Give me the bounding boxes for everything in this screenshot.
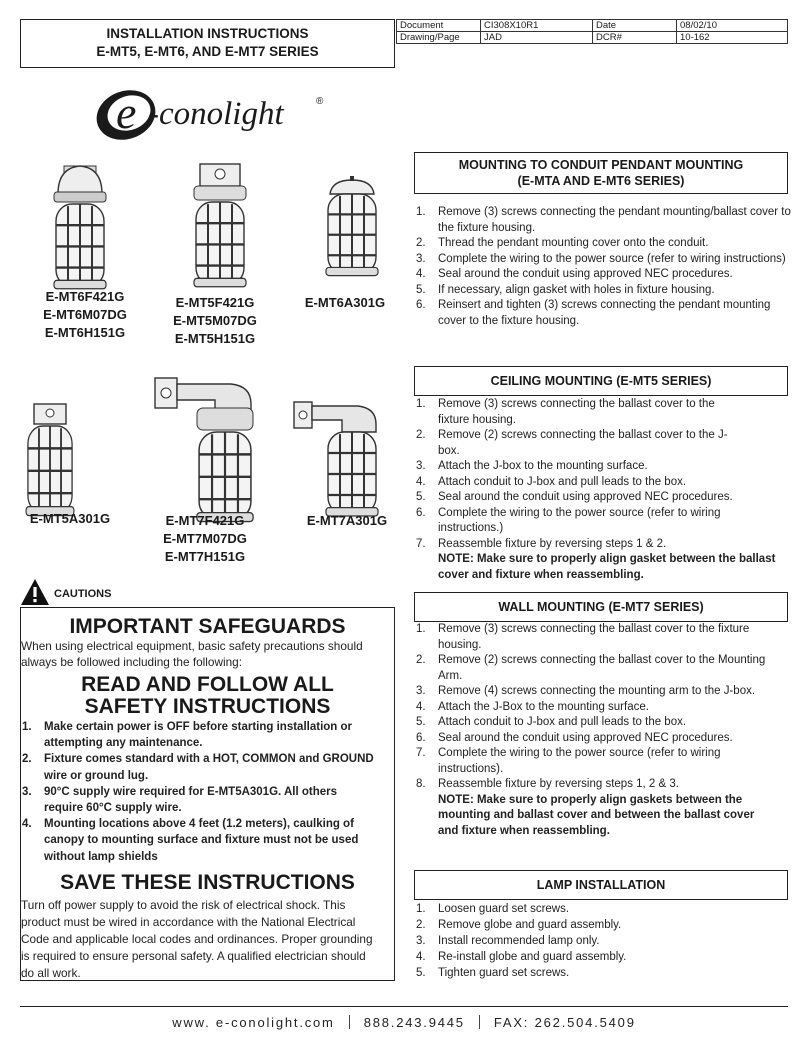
footer-separator	[349, 1015, 350, 1029]
footer-fax: FAX: 262.504.5409	[493, 1015, 636, 1030]
section-title: MOUNTING TO CONDUIT PENDANT MOUNTING	[458, 158, 744, 172]
list-item: 7. Complete the wiring to the power source (refer to wiring instructions).	[416, 747, 721, 775]
product-label-mt6f	[20, 288, 150, 342]
footer-phone: 888.243.9445	[363, 1015, 465, 1030]
product-code: E-MT6F421G	[45, 289, 125, 304]
document-value: CI308X10R1	[481, 20, 593, 32]
document-title	[20, 19, 395, 68]
product-code: E-MT5H151G	[174, 331, 256, 346]
list-item: 6. Seal around the conduit using approved NEC procedures.	[416, 731, 733, 744]
list-item: 4. Attach conduit to J-box and pull leads to the box.	[416, 475, 687, 488]
list-item: 5. Attach conduit to J-box and pull leads to the box.	[416, 716, 687, 728]
list-item: 6. Complete the wiring to the power source (refer to wiring instructions.)	[416, 506, 721, 534]
save-instructions-text: Turn off power supply to avoid the risk of electrical shock. This product must be wired in accordance with the National Electrical Code and applicable local codes and ordinances. Proper grounding is required to ensure personal safety. A qualified electrician should do all work.	[21, 898, 373, 980]
product-code: E-MT7M07DG	[163, 531, 247, 546]
list-item: 2. Remove (2) screws connecting the ballast cover to the J-box.	[416, 429, 728, 457]
product-code: E-MT5F421G	[175, 295, 255, 310]
fixture-mt6a-icon	[326, 176, 378, 276]
fixture-mt7a-icon	[294, 402, 378, 516]
fixture-illustrations	[20, 150, 400, 570]
product-code: E-MT6H151G	[44, 325, 126, 340]
list-item: 8. Reassemble fixture by reversing steps 1, 2 & 3. NOTE: Make sure to properly align gaskets between the mounting and ballast cover and between the ballast cover and fixture when reassembling.	[416, 777, 776, 839]
list-item: 3. 90°C supply wire required for E-MT5A301G. All others require 60°C supply wire.	[22, 785, 338, 815]
safety-items	[22, 719, 378, 865]
product-code: E-MT7A301G	[306, 513, 388, 528]
logo-letter: e	[116, 87, 137, 138]
product-code: E-MT7H151G	[164, 549, 246, 564]
list-item: 2. Remove (2) screws connecting the ballast cover to the Mounting Arm.	[416, 654, 766, 682]
list-item: 4. Attach the J-Box to the mounting surface.	[416, 700, 649, 713]
product-code: E-MT6M07DG	[43, 307, 127, 322]
list-item: 1. Remove (3) screws connecting the pendant mounting/ballast cover to the fixture housing.	[416, 206, 791, 234]
warning-icon	[20, 578, 50, 606]
footer-website[interactable]: www. e-conolight.com	[172, 1015, 335, 1030]
list-item: 2. Thread the pendant mounting cover onto the conduit.	[416, 237, 709, 249]
fixture-mt5f-icon	[194, 164, 246, 287]
drawing-label: Drawing/Page	[397, 32, 481, 44]
save-instructions-title: SAVE THESE INSTRUCTIONS	[60, 871, 355, 894]
product-code: E-MT7F421G	[165, 513, 245, 528]
section-header-ceiling	[414, 366, 788, 396]
list-item: 3. Complete the wiring to the power source (refer to wiring instructions)	[416, 252, 786, 265]
footer-divider	[20, 1006, 788, 1007]
product-code: E-MT5M07DG	[173, 313, 257, 328]
list-item: 1. Make certain power is OFF before starting installation or attempting any maintenance.	[22, 721, 353, 750]
logo-text: -conolight	[148, 96, 284, 132]
fixture-mt7f-icon	[155, 378, 253, 522]
list-item: 3. Attach the J-box to the mounting surface.	[416, 460, 648, 472]
list-item: 3. Remove (4) screws connecting the mounting arm to the J-box.	[416, 685, 756, 697]
read-follow-title	[20, 674, 395, 718]
wall-steps	[416, 622, 776, 839]
product-label-mt7a	[294, 512, 400, 530]
date-label: Date	[593, 20, 677, 32]
list-item: 7. Reassemble fixture by reversing steps 1 & 2. NOTE: Make sure to properly align gasket between the ballast cover and fixture when reassembling.	[416, 537, 788, 584]
section-header-wall	[414, 592, 788, 622]
read-follow-line: READ AND FOLLOW ALL	[81, 673, 334, 696]
product-code: E-MT5A301G	[29, 511, 111, 526]
wall-note: NOTE: Make sure to properly align gaskets between the mounting and ballast cover and between the ballast cover and fixture when reassembling.	[438, 793, 755, 837]
list-item: 4. Mounting locations above 4 feet (1.2 meters), caulking of canopy to mounting surface and fixture must not be used without lamp shields	[22, 818, 359, 863]
cautions-label: CAUTIONS	[54, 588, 112, 600]
product-label-mt6a	[290, 294, 400, 312]
list-item: 4. Seal around the conduit using approved NEC procedures.	[416, 268, 733, 280]
list-item: 5. Tighten guard set screws.	[416, 967, 570, 979]
list-item: 5. If necessary, align gasket with holes in fixture housing.	[416, 283, 715, 296]
logo-registered-mark: ®	[316, 96, 324, 107]
product-label-mt7f	[140, 512, 270, 566]
ceiling-steps	[416, 397, 776, 583]
title-line-2: E-MT5, E-MT6, AND E-MT7 SERIES	[96, 44, 319, 59]
ceiling-note: NOTE: Make sure to properly align gasket between the ballast cover and fixture when reassembling.	[438, 553, 776, 581]
product-code: E-MT6A301G	[304, 295, 386, 310]
logo-swoosh-icon	[92, 78, 332, 148]
fixture-mt6f-icon	[54, 166, 106, 289]
section-title: CEILING MOUNTING (E-MT5 SERIES)	[490, 374, 712, 388]
footer	[0, 1015, 808, 1030]
important-safeguards-title: IMPORTANT SAFEGUARDS	[69, 615, 346, 638]
list-item: 6. Reinsert and tighten (3) screws connecting the pendant mounting cover to the fixture housing.	[416, 299, 771, 327]
product-label-mt5f	[150, 294, 280, 348]
date-value: 08/02/10	[677, 20, 788, 32]
section-title: WALL MOUNTING (E-MT7 SERIES)	[498, 600, 704, 614]
document-label: Document	[397, 20, 481, 32]
title-line-1: INSTALLATION INSTRUCTIONS	[106, 26, 309, 41]
footer-separator	[479, 1015, 480, 1029]
pendant-steps	[416, 205, 791, 329]
section-header-lamp	[414, 870, 788, 900]
section-title: (E-MTA AND E-MT6 SERIES)	[517, 174, 685, 188]
product-label-mt5a	[20, 510, 120, 528]
section-header-pendant	[414, 152, 788, 194]
list-item: 4. Re-install globe and guard assembly.	[416, 951, 627, 963]
list-item: 5. Seal around the conduit using approved NEC procedures.	[416, 491, 733, 503]
important-safeguards-text: When using electrical equipment, basic safety precautions should always be followed including the following:	[21, 639, 363, 669]
list-item: 2. Remove globe and guard assembly.	[416, 919, 622, 931]
list-item: 2. Fixture comes standard with a HOT, COMMON and GROUND wire or ground lug.	[22, 753, 374, 782]
lamp-steps	[416, 901, 776, 981]
list-item: 1. Loosen guard set screws.	[416, 903, 570, 915]
list-item: 1. Remove (3) screws connecting the ballast cover to the fixture housing.	[416, 398, 715, 426]
fixture-mt5a-icon	[26, 404, 74, 516]
list-item: 3. Install recommended lamp only.	[416, 935, 600, 947]
dcr-value: 10-162	[677, 32, 788, 44]
document-meta-table	[396, 19, 788, 44]
read-follow-line: SAFETY INSTRUCTIONS	[84, 695, 331, 718]
list-item: 1. Remove (3) screws connecting the ballast cover to the fixture housing.	[416, 623, 750, 651]
section-title: LAMP INSTALLATION	[536, 878, 666, 892]
econolight-logo	[92, 78, 332, 148]
drawing-value: JAD	[481, 32, 593, 44]
dcr-label: DCR#	[593, 32, 677, 44]
